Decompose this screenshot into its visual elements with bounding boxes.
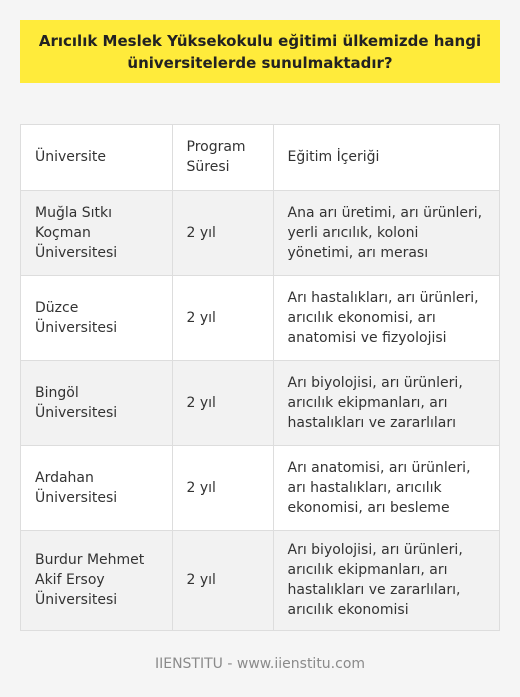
- university-table: [20, 124, 500, 631]
- duration-cell: 2 yıl: [172, 360, 273, 445]
- footer-credit: IIENSTITU - www.iienstitu.com: [154, 656, 366, 672]
- university-cell: Düzce Üniversitesi: [21, 275, 172, 360]
- table-row: [21, 275, 499, 360]
- header-egitim-icerigi: Eğitim İçeriği: [273, 125, 499, 190]
- table-row: [21, 530, 499, 630]
- header-universite: Üniversite: [21, 125, 172, 190]
- content-cell: Arı anatomisi, arı ürünleri, arı hastalıkları, arıcılık ekonomisi, arı besleme: [273, 445, 499, 530]
- content-cell: Arı biyolojisi, arı ürünleri, arıcılık ekipmanları, arı hastalıkları ve zararlıları: [273, 360, 499, 445]
- duration-cell: 2 yıl: [172, 275, 273, 360]
- duration-cell: 2 yıl: [172, 445, 273, 530]
- header-program-suresi: Program Süresi: [172, 125, 273, 190]
- duration-cell: 2 yıl: [172, 530, 273, 630]
- title-banner: [20, 20, 500, 83]
- university-cell: Ardahan Üniversitesi: [21, 445, 172, 530]
- content-cell: Arı biyolojisi, arı ürünleri, arıcılık ekipmanları, arı hastalıkları ve zararlıları, arıcılık ekonomisi: [287, 542, 463, 619]
- page-title: Arıcılık Meslek Yüksekokulu eğitimi ülkemizde hangi üniversitelerde sunulmaktadır?: [38, 31, 482, 72]
- university-cell: Muğla Sıtkı Koçman Üniversitesi: [21, 190, 172, 275]
- university-cell: Bingöl Üniversitesi: [21, 360, 172, 445]
- table-row: [21, 445, 499, 530]
- duration-cell: 2 yıl: [172, 190, 273, 275]
- table-row: [21, 360, 499, 445]
- university-cell: Burdur Mehmet Akif Ersoy Üniversitesi: [21, 530, 172, 630]
- content-cell: Arı hastalıkları, arı ürünleri, arıcılık ekonomisi, arı anatomisi ve fizyolojisi: [273, 275, 499, 360]
- table-header-row: [21, 125, 499, 190]
- content-cell: Ana arı üretimi, arı ürünleri, yerli arıcılık, koloni yönetimi, arı merası: [273, 190, 499, 275]
- table-row: [21, 190, 499, 275]
